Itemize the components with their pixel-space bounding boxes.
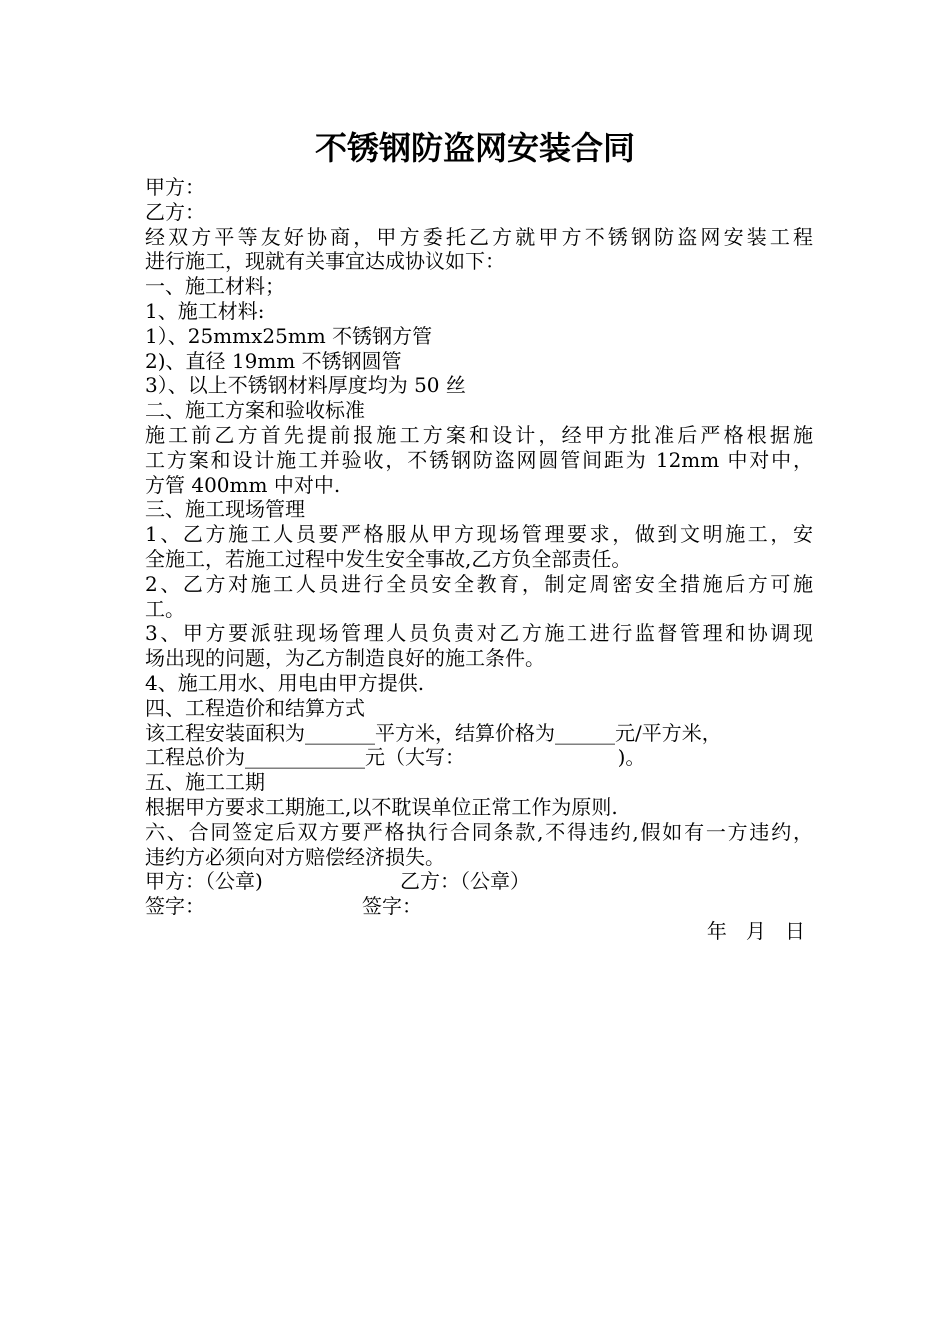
section1-heading: 一、施工材料； [145, 274, 285, 299]
party-b-line: 乙方： [145, 199, 205, 224]
section2-heading: 二、施工方案和验收标准 [145, 398, 365, 423]
seal-row [145, 869, 813, 894]
section4-line-2: 工程总价为____________元（大写： )。 [145, 745, 646, 770]
section3-item1-line1: 1、乙方施工人员要严格服从甲方现场管理要求，做到文明施工，安 [145, 522, 813, 547]
section3-item3-line2: 场出现的问题，为乙方制造良好的施工条件。 [145, 646, 545, 671]
intro-line-2: 进行施工，现就有关事宜达成协议如下： [145, 249, 505, 274]
seal-party-b: 乙方：（公章） [400, 869, 530, 894]
section3-item2-line1: 2、乙方对施工人员进行全员安全教育，制定周密安全措施后方可施 [145, 571, 813, 596]
contract-body [145, 175, 813, 944]
date-line: 年 月 日 [706, 918, 805, 943]
material-item-2: 2)、直径 19mm 不锈钢圆管 [145, 348, 402, 373]
signature-row [145, 894, 813, 919]
section3-item2-line2: 工。 [145, 596, 185, 621]
section6-line-2: 违约方必须向对方赔偿经济损失。 [145, 844, 445, 869]
seal-party-a: 甲方：（公章) [145, 869, 263, 894]
section3-item4-line1: 4、施工用水、用电由甲方提供. [145, 670, 425, 695]
section2-line-1: 施工前乙方首先提前报施工方案和设计，经甲方批准后严格根据施 [145, 422, 813, 447]
section5-heading: 五、施工工期 [145, 770, 265, 795]
section4-line-1: 该工程安装面积为_______平方米，结算价格为______元/平方米， [145, 720, 722, 745]
section3-item3-line1: 3、甲方要派驻现场管理人员负责对乙方施工进行监督管理和协调现 [145, 621, 813, 646]
section5-body: 根据甲方要求工期施工,以不耽误单位正常工作为原则. [145, 794, 618, 819]
intro-line-1: 经双方平等友好协商，甲方委托乙方就甲方不锈钢防盗网安装工程 [145, 224, 813, 249]
signature-party-b: 签字： [362, 894, 422, 919]
section1-subheading: 1、施工材料: [145, 298, 265, 323]
section3-item1-line2: 全施工，若施工过程中发生安全事故,乙方负全部责任。 [145, 546, 632, 571]
section6-line-1: 六、合同签定后双方要严格执行合同条款,不得违约,假如有一方违约， [145, 819, 813, 844]
section4-heading: 四、工程造价和结算方式 [145, 695, 365, 720]
document-title: 不锈钢防盗网安装合同 [314, 129, 635, 167]
material-item-1: 1）、25mmx25mm 不锈钢方管 [145, 323, 433, 348]
party-a-line: 甲方： [145, 175, 205, 199]
section3-heading: 三、施工现场管理 [145, 497, 305, 522]
signature-party-a: 签字： [145, 894, 205, 919]
section2-line-2: 工方案和设计施工并验收，不锈钢防盗网圆管间距为 12mm 中对中， [145, 447, 813, 472]
material-item-3: 3）、以上不锈钢材料厚度均为 50 丝 [145, 373, 466, 398]
section2-line-3: 方管 400mm 中对中. [145, 472, 341, 497]
